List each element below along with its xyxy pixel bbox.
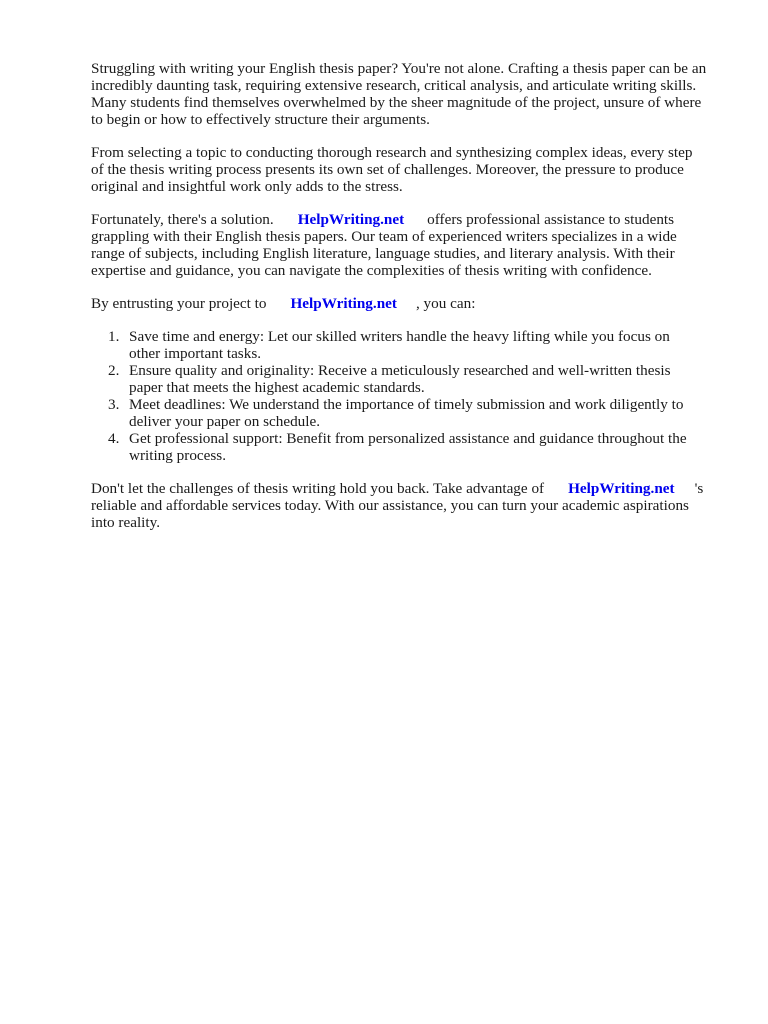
list-item-line: writing process. [129,447,227,464]
challenges-line: of the thesis writing process presents its own set of challenges. Moreover, the pressure to produce [91,161,684,178]
intro-line: Struggling with writing your English thesis paper? You're not alone. Crafting a thesis paper can be an [91,60,707,77]
list-item-line: deliver your paper on schedule. [129,413,321,430]
solution-text-before: Fortunately, there's a solution. [91,211,274,228]
challenges-line: original and insightful work only adds to the stress. [91,178,403,195]
solution-paragraph [91,211,731,279]
list-item [91,396,731,430]
list-item-number: 2. [108,362,120,379]
closing-first-line [91,480,731,497]
intro-line: Many students find themselves overwhelmed by the sheer magnitude of the project, unsure of where [91,94,702,111]
entrust-text-before: By entrusting your project to [91,295,267,312]
closing-line: into reality. [91,514,161,531]
solution-text-after: offers professional assistance to students [427,211,675,228]
entrust-line [91,295,731,312]
list-item-line: Save time and energy: Let our skilled writers handle the heavy lifting while you focus on [129,328,670,345]
intro-line: to begin or how to effectively structure their arguments. [91,111,430,128]
closing-paragraph [91,480,731,531]
document-page [91,60,731,547]
solution-line: expertise and guidance, you can navigate the complexities of thesis writing with confidence. [91,262,652,279]
list-item [91,328,731,362]
helpwriting-link[interactable]: HelpWriting.net [297,211,405,228]
closing-text-after: 's [694,480,704,497]
solution-first-line [91,211,731,228]
entrust-paragraph [91,295,731,312]
list-item-line: paper that meets the highest academic standards. [129,379,425,396]
intro-line: incredibly daunting task, requiring extensive research, critical analysis, and articulate writing skills. [91,77,697,94]
list-item-line: Ensure quality and originality: Receive a meticulously researched and well-written thesis [129,362,671,379]
list-item-number: 3. [108,396,120,413]
list-item-number: 1. [108,328,120,345]
challenges-paragraph [91,144,731,195]
challenges-line: From selecting a topic to conducting thorough research and synthesizing complex ideas, every step [91,144,693,161]
list-item [91,362,731,396]
closing-text-before: Don't let the challenges of thesis writing hold you back. Take advantage of [91,480,545,497]
entrust-text-after: , you can: [415,295,476,312]
helpwriting-link[interactable]: HelpWriting.net [290,295,397,312]
list-item [91,430,731,464]
helpwriting-link[interactable]: HelpWriting.net [568,480,675,497]
intro-paragraph [91,60,731,128]
list-item-line: Meet deadlines: We understand the importance of timely submission and work diligently to [129,396,684,413]
list-item-number: 4. [108,430,120,447]
solution-line: range of subjects, including English literature, language studies, and literary analysis. With their [91,245,675,262]
closing-line: reliable and affordable services today. With our assistance, you can turn your academic aspirations [91,497,689,514]
solution-line: grappling with their English thesis papers. Our team of experienced writers specializes in a wide [91,228,677,245]
list-item-line: Get professional support: Benefit from personalized assistance and guidance throughout the [129,430,687,447]
benefits-list [91,328,731,464]
list-item-line: other important tasks. [129,345,262,362]
